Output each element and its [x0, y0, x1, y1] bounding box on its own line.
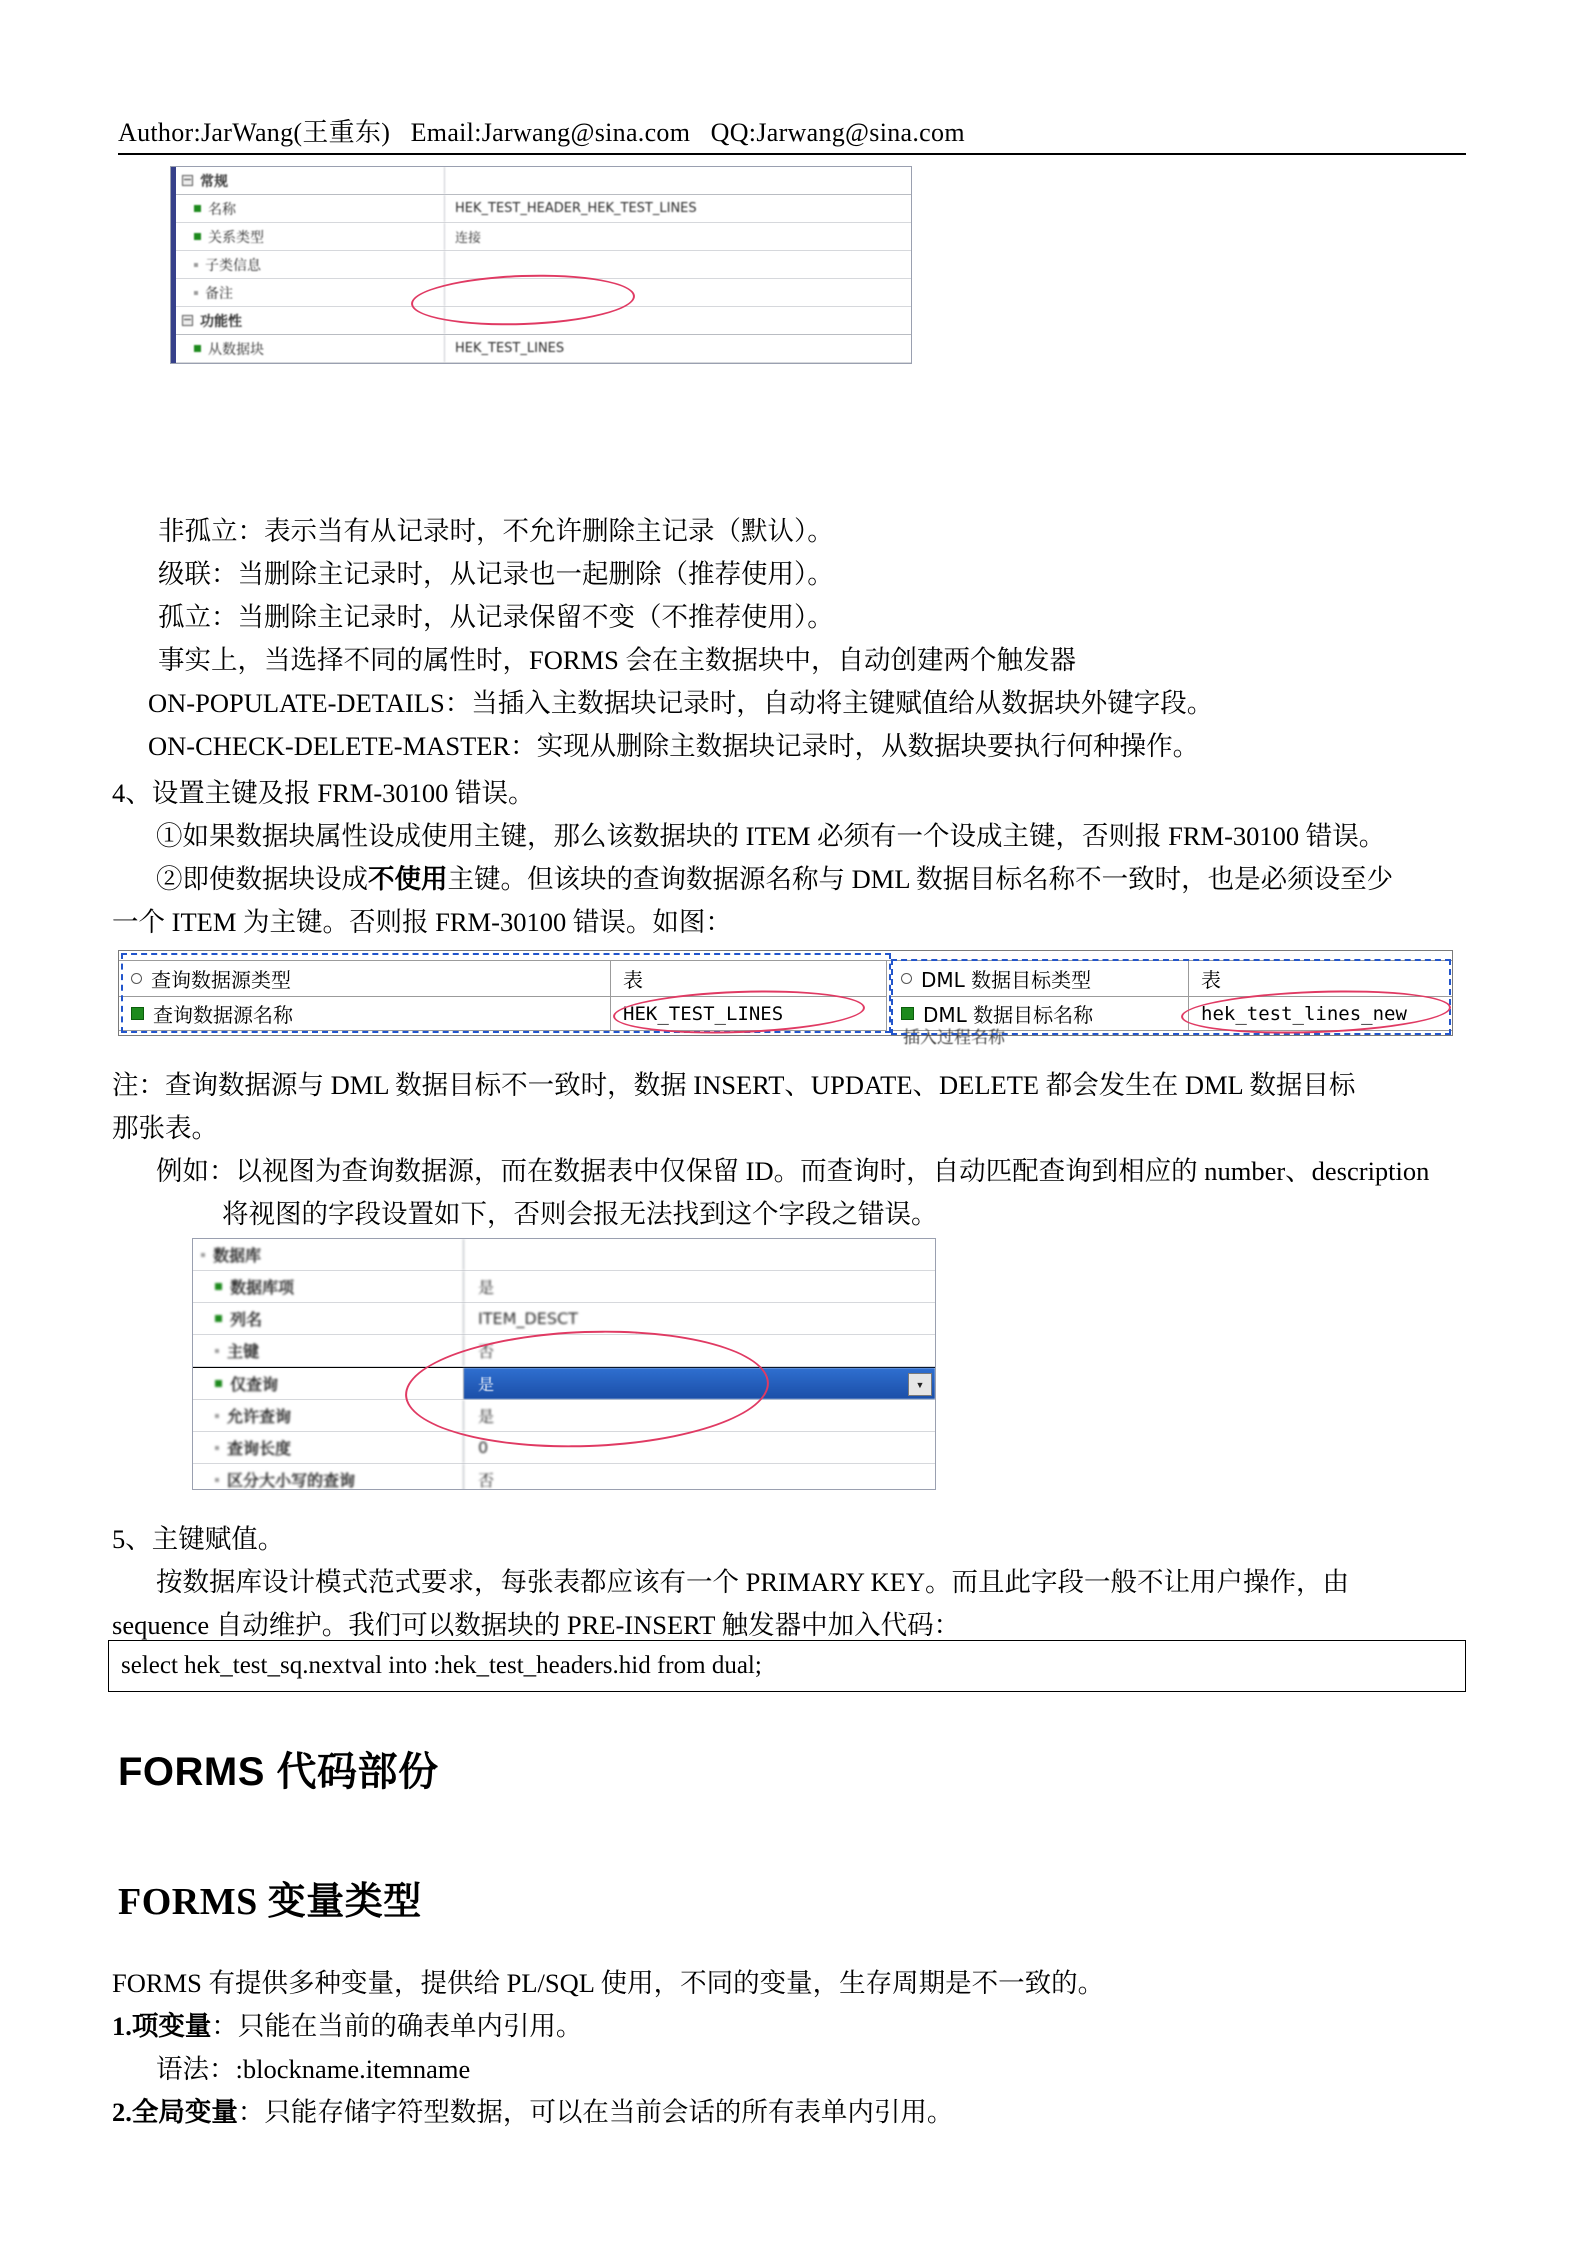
db-palette-row-list [193, 1239, 935, 1490]
section-5-para-b: sequence 自动维护。我们可以数据块的 PRE-INSERT 触发器中加入代码： [112, 1610, 961, 1640]
palette-row[interactable] [176, 167, 911, 195]
db-palette-row-value[interactable]: 是 [463, 1400, 935, 1431]
grey-dot-icon [215, 1414, 219, 1418]
note-line-2: 那张表。 [112, 1113, 218, 1143]
dml-left-label-0-text: 查询数据源类型 [151, 968, 291, 992]
page-header [118, 112, 1466, 155]
palette-row-value[interactable]: HEK_TEST_HEADER_HEK_TEST_LINES [444, 195, 911, 222]
db-palette-row-label [193, 1275, 463, 1298]
note-block [112, 1064, 1472, 1236]
db-palette-row-label-text: 区分大小写的查询 [227, 1471, 356, 1490]
collapse-minus-icon [182, 175, 193, 186]
palette-row-label-text: 子类信息 [205, 257, 261, 274]
db-palette-row-label [193, 1468, 463, 1490]
db-palette-row-label-text: 允许查询 [227, 1407, 292, 1426]
green-square-icon [215, 1315, 222, 1322]
variables-item-1-term: 项变量 [131, 2011, 212, 2041]
variables-intro: FORMS 有提供多种变量，提供给 PL/SQL 使用，不同的变量，生存周期是不一致的。 [112, 1968, 1105, 1998]
db-palette-row-label-text: 数据库项 [230, 1278, 295, 1297]
green-square-icon [194, 205, 201, 212]
variables-block [112, 1962, 1472, 2134]
palette-row[interactable] [176, 195, 911, 223]
palette-row-label-text: 功能性 [200, 313, 242, 330]
expand-arrow-icon [201, 1253, 205, 1257]
circle-marker-icon [901, 973, 912, 984]
dml-right-label-0 [889, 961, 1189, 997]
explain-line-4: 事实上，当选择不同的属性时，FORMS 会在主数据块中，自动创建两个触发器 [158, 645, 1076, 675]
palette-row-label-text: 常规 [200, 173, 228, 190]
palette-row-label [176, 311, 444, 331]
db-palette-row-value[interactable]: 是 [463, 1271, 935, 1302]
variables-item-2 [112, 2091, 1472, 2134]
item-database-property-palette-screenshot [192, 1238, 936, 1490]
palette-row[interactable] [176, 223, 911, 251]
palette-row-value[interactable] [444, 251, 911, 278]
note-line-4: 将视图的字段设置如下，否则会报无法找到这个字段之错误。 [222, 1199, 938, 1229]
db-palette-row-label [193, 1307, 463, 1330]
circle-marker-icon [131, 973, 142, 984]
explain-line-1: 非孤立：表示当有从记录时，不允许删除主记录（默认）。 [158, 516, 834, 546]
palette-row-value[interactable]: HEK_TEST_LINES [444, 335, 911, 362]
grey-dot-icon [194, 263, 198, 267]
header-author-line: Author:JarWang(王重东) Email:Jarwang@sina.com QQ:Jarwang@sina.com [118, 118, 965, 147]
note-line-1: 注：查询数据源与 DML 数据目标不一致时，数据 INSERT、UPDATE、DELETE 都会发生在 DML 数据目标 [112, 1070, 1356, 1100]
db-palette-row[interactable] [193, 1335, 935, 1367]
item2-emphasis: 不使用 [368, 864, 448, 894]
palette-row-label [176, 339, 444, 359]
db-palette-row-value[interactable]: 否 [463, 1335, 935, 1366]
db-palette-row-value[interactable]: 否 [463, 1464, 935, 1490]
green-square-icon [194, 345, 201, 352]
palette-row[interactable] [176, 279, 911, 307]
db-palette-row-value[interactable]: 0 [463, 1432, 935, 1463]
palette-row[interactable] [176, 363, 911, 364]
palette-row-label [176, 199, 444, 219]
green-square-icon [215, 1283, 222, 1290]
heading-forms-code-part: FORMS 代码部份 [118, 1750, 439, 1794]
db-palette-row-label [193, 1243, 463, 1266]
relation-explanation-block [148, 510, 1468, 768]
palette-row-label [176, 283, 444, 303]
explain-line-5: ON-POPULATE-DETAILS：当插入主数据块记录时，自动将主键赋值给从数据块外键字段。 [148, 688, 1214, 718]
square-marker-icon [131, 1007, 144, 1020]
dml-left-value-1: HEK_TEST_LINES [611, 997, 887, 1031]
palette-row-label-text: 从数据块 [208, 341, 264, 358]
db-palette-row[interactable] [193, 1303, 935, 1335]
db-palette-row-label-text: 查询长度 [227, 1439, 292, 1458]
heading-forms-variable-types: FORMS 变量类型 [118, 1881, 422, 1923]
dml-left-label-1-text: 查询数据源名称 [153, 1003, 293, 1027]
section-4-item-2 [156, 858, 1472, 901]
section-5-para-a: 按数据库设计模式范式要求，每张表都应该有一个 PRIMARY KEY。而且此字段一般不让用户操作，由 [156, 1567, 1350, 1597]
variables-item-1 [112, 2005, 1472, 2048]
variables-item-1-number: 1. [112, 2011, 132, 2041]
palette-row-value[interactable] [444, 167, 911, 194]
explain-line-6: ON-CHECK-DELETE-MASTER：实现从删除主数据块记录时，从数据块要执行何种操作。 [148, 731, 1200, 761]
palette-row-label-text: 关系类型 [208, 229, 264, 246]
variables-item-2-number: 2. [112, 2097, 132, 2127]
dml-left-label-0 [119, 961, 611, 997]
relation-property-palette-screenshot [170, 166, 912, 364]
db-palette-row[interactable] [193, 1400, 935, 1432]
palette-row-label [176, 227, 444, 247]
db-palette-row[interactable] [193, 1464, 935, 1490]
db-palette-row-label [193, 1372, 463, 1395]
item2-prefix: ②即使数据块设成 [156, 864, 368, 894]
sql-code-text: select hek_test_sq.nextval into :hek_test_headers.hid from dual; [121, 1652, 762, 1679]
note-line-3: 例如：以视图为查询数据源，而在数据表中仅保留 ID。而查询时，自动匹配查询到相应的 number、description [156, 1156, 1430, 1186]
dml-left-value-0: 表 [611, 961, 887, 997]
palette-row-value[interactable] [444, 363, 911, 364]
db-palette-row[interactable] [193, 1367, 935, 1400]
palette-row-label [176, 255, 444, 275]
palette-row-value[interactable] [444, 307, 911, 334]
palette-row-value[interactable] [444, 279, 911, 306]
grey-dot-icon [194, 291, 198, 295]
db-palette-row-value[interactable]: ITEM_DESCT [463, 1303, 935, 1334]
palette-row-label-text: 备注 [205, 285, 233, 302]
db-palette-row-label [193, 1404, 463, 1427]
db-palette-row[interactable] [193, 1271, 935, 1303]
variables-item-1-syntax: 语法：:blockname.itemname [156, 2054, 471, 2084]
dml-right-value-1: hek_test_lines_new [1189, 997, 1452, 1031]
palette-row[interactable] [176, 251, 911, 279]
section-4-item-1: ①如果数据块属性设成使用主键，那么该数据块的 ITEM 必须有一个设成主键，否则报 FRM-30100 错误。 [156, 821, 1386, 851]
dml-top-strip [119, 951, 1452, 961]
palette-row[interactable] [176, 307, 911, 335]
sql-code-box [108, 1640, 1466, 1692]
db-palette-row-value[interactable] [463, 1239, 935, 1270]
grey-dot-icon [215, 1349, 219, 1353]
section-5-block [112, 1518, 1472, 1647]
dml-partial-next-row-label: 插入过程名称 [903, 1028, 1005, 1048]
dml-right-value-0: 表 [1189, 961, 1452, 997]
dml-right-label-1-text: DML 数据目标名称 [923, 1003, 1094, 1027]
db-palette-row[interactable] [193, 1432, 935, 1464]
chevron-down-icon[interactable]: ▼ [908, 1373, 932, 1396]
dml-grid [119, 951, 1452, 1035]
dml-datasource-table-screenshot [118, 950, 1453, 1048]
square-marker-icon [901, 1007, 914, 1020]
db-palette-row-label [193, 1339, 463, 1362]
explain-line-2: 级联：当删除主记录时，从记录也一起删除（推荐使用）。 [158, 559, 834, 589]
explain-line-3: 孤立：当删除主记录时，从记录保留不变（不推荐使用）。 [158, 602, 834, 632]
green-square-icon [194, 233, 201, 240]
variables-item-2-term: 全局变量 [131, 2097, 238, 2127]
grey-dot-icon [215, 1478, 219, 1482]
section-5-title: 5、主键赋值。 [112, 1524, 285, 1554]
item2-suffix: 主键。但该块的查询数据源名称与 DML 数据目标名称不一致时，也是必须设至少 [447, 864, 1394, 894]
section-4-item-2-cont: 一个 ITEM 为主键。否则报 FRM-30100 错误。如图： [112, 907, 732, 937]
section-4-block [112, 772, 1472, 944]
dml-left-label-1 [119, 997, 611, 1031]
db-palette-row-label-text: 数据库 [213, 1246, 262, 1265]
dml-right-label-0-text: DML 数据目标类型 [921, 968, 1092, 992]
palette-row-label-text: 名称 [208, 201, 236, 218]
db-palette-row-label-text: 列名 [230, 1310, 263, 1329]
variables-item-2-desc: ：只能存储字符型数据，可以在当前会话的所有表单内引用。 [237, 2097, 954, 2127]
db-palette-row-value[interactable]: 是 [463, 1368, 935, 1399]
variables-item-1-desc: ：只能在当前的确表单内引用。 [211, 2011, 583, 2041]
section-4-title: 4、设置主键及报 FRM-30100 错误。 [112, 778, 535, 808]
db-palette-row-label-text: 主键 [227, 1342, 260, 1361]
palette-row-list [176, 167, 911, 364]
collapse-minus-icon [182, 315, 193, 326]
header-divider [118, 153, 1466, 155]
palette-row-label [176, 171, 444, 191]
db-palette-row-label-text: 仅查询 [230, 1375, 279, 1394]
palette-row-value[interactable]: 连接 [444, 223, 911, 250]
palette-row[interactable] [176, 335, 911, 363]
grey-dot-icon [215, 1446, 219, 1450]
db-palette-row[interactable] [193, 1239, 935, 1271]
green-square-icon [215, 1380, 222, 1387]
db-palette-row-label [193, 1436, 463, 1459]
